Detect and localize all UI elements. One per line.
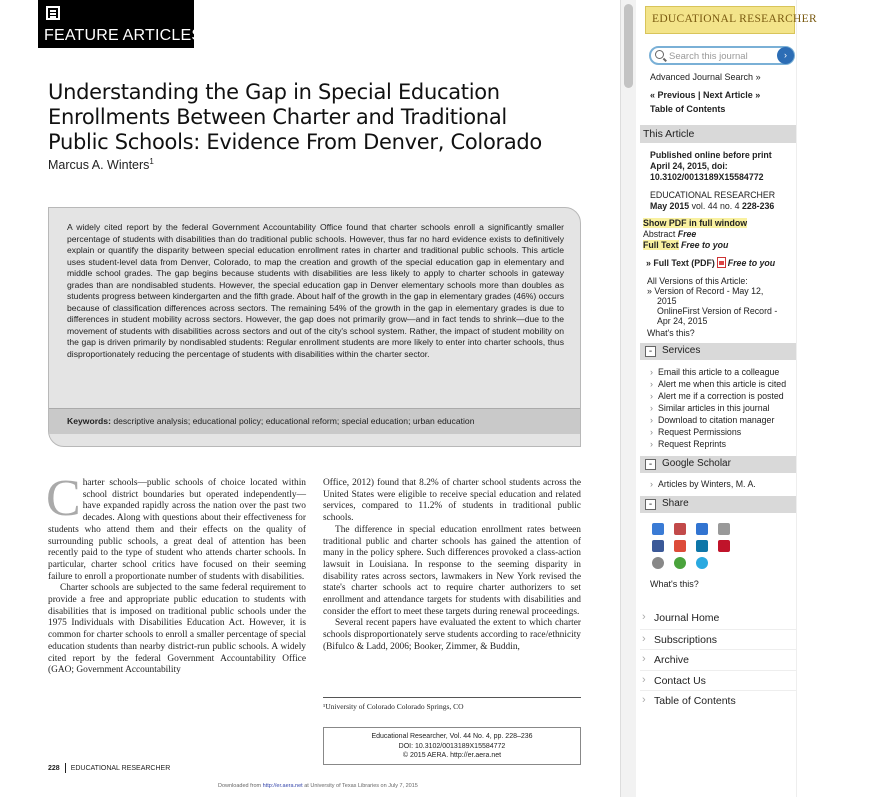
google-scholar-list bbox=[650, 478, 756, 490]
journal-name: EDUCATIONAL RESEARCHER bbox=[650, 190, 776, 200]
body-column-1 bbox=[46, 470, 306, 677]
paragraph: The difference in special education enrollment rates between traditional public and charter schools has gained the attention of many in the policy sphere. Such differences provoked a class-action lawsuit in Louisiana. In response to the seeming disparity in disability rates across sectors, lawmakers in New York revised the state's charter schools act to require charter authorizers to set enrollment and attendance targets for students with disabilities and consider the effort to meet these targets during renewal proceedings. bbox=[323, 524, 581, 617]
full-text-link[interactable]: Full Text Free to you bbox=[643, 240, 729, 250]
advanced-search-link[interactable]: Advanced Journal Search » bbox=[650, 72, 761, 82]
journal-home-link[interactable]: › Journal Home bbox=[640, 608, 796, 629]
linkedin-icon[interactable] bbox=[696, 540, 708, 552]
alert-cited-link[interactable]: › Alert me when this article is cited bbox=[650, 378, 786, 390]
twitter-icon[interactable] bbox=[696, 557, 708, 569]
version-of-record-link[interactable]: » Version of Record - May 12, bbox=[647, 286, 764, 296]
abstract-text: A widely cited report by the federal Government Accountability Office found that charter schools enroll a significantly smaller percentage of students with disabilities than do traditional public schools. However, thus far no hard evidence exists to definitively explain or quantify the disparity between special education enrollment rates in charter and traditional public schools. This article uses student-level data from Denver, Colorado, to map the creation and growth of the special education gap in elementary and middle school grades. The gap begins because students with disabilities are less likely to apply to charter schools in gateway grades than are nondisabled students. However, the special education gap in Denver elementary schools more than doubles as students progress between kindergarten and the fifth grade. About half of the growth in the gap in elementary grades (46%) occurs because of classification differences across sectors. The remaining 54% of the growth in the gap in elementary grades is due to differences in student mobility across sectors. However, the gap does not primarily grow—and in fact tends to shrink—due to the movement of students with disabilities across sectors and out of the city's school system. Rather, the impact of student mobility on the gap is driven primarily by nondisabled students: Regular enrollment students are more likely to enter into charter schools, thus disproportionately reducing the percentage of students with disabilities within the charter sector. bbox=[67, 222, 564, 359]
journal-logo[interactable]: EDUCATIONAL RESEARCHER bbox=[645, 6, 795, 34]
paragraph: Several recent papers have evaluated the extent to which charter schools disproportionately serve students according to race/ethnicity (Bifulco & Ladd, 2006; Booker, Zimmer, & Buddin, bbox=[323, 618, 581, 652]
bottom-toc-link[interactable]: › Table of Contents bbox=[640, 690, 796, 711]
body-column-2 bbox=[323, 478, 581, 654]
share-heading[interactable]: - Share bbox=[640, 496, 796, 513]
bottom-nav bbox=[640, 608, 796, 711]
email-article-link[interactable]: › Email this article to a colleague bbox=[650, 366, 786, 378]
page-footer bbox=[48, 763, 170, 773]
show-pdf-link[interactable]: Show PDF in full window bbox=[643, 218, 748, 228]
vertical-scrollbar[interactable] bbox=[620, 0, 636, 797]
mendeley-icon[interactable] bbox=[718, 540, 730, 552]
article-title: Understanding the Gap in Special Education Enrollments Between Charter and Traditional Public Schools: Evidence From Denver, Colorado bbox=[48, 80, 542, 154]
collapse-icon[interactable]: - bbox=[645, 499, 656, 510]
pdf-icon bbox=[717, 257, 726, 268]
abstract-box bbox=[48, 207, 581, 447]
footnote-rule bbox=[323, 697, 581, 698]
collapse-icon[interactable]: - bbox=[645, 459, 656, 470]
services-list bbox=[650, 366, 786, 450]
issue-info: May 2015 vol. 44 no. 4 228-236 bbox=[650, 201, 775, 211]
journal-search bbox=[649, 46, 795, 65]
versions-label: All Versions of this Article: bbox=[647, 276, 748, 286]
citation-line: Educational Researcher, Vol. 44 No. 4, pp. 228–236 bbox=[371, 733, 533, 740]
table-of-contents-link[interactable]: Table of Contents bbox=[650, 104, 726, 114]
subscriptions-link[interactable]: › Subscriptions bbox=[640, 629, 796, 650]
stumbleupon-icon[interactable] bbox=[674, 557, 686, 569]
citeulike-icon[interactable] bbox=[652, 523, 664, 535]
request-reprints-link[interactable]: › Request Reprints bbox=[650, 438, 786, 450]
abstract-link[interactable]: Abstract Free bbox=[643, 229, 697, 239]
version-of-record-link[interactable]: 2015 bbox=[657, 296, 677, 306]
this-article-panel bbox=[640, 143, 796, 343]
search-input[interactable] bbox=[669, 49, 773, 63]
download-link[interactable]: http://er.aera.net bbox=[262, 783, 303, 789]
digg-icon[interactable] bbox=[718, 523, 730, 535]
full-text-pdf-link[interactable]: » Full Text (PDF) Free to you bbox=[646, 258, 776, 268]
onlinefirst-version-link[interactable]: OnlineFirst Version of Record - bbox=[657, 306, 778, 316]
connotea-icon[interactable] bbox=[674, 523, 686, 535]
reddit-icon[interactable] bbox=[652, 557, 664, 569]
whats-this-link[interactable]: What's this? bbox=[647, 328, 695, 338]
google-plus-icon[interactable] bbox=[674, 540, 686, 552]
citation-doi: DOI: 10.3102/0013189X15584772 bbox=[398, 742, 506, 750]
citation-manager-link[interactable]: › Download to citation manager bbox=[650, 414, 786, 426]
citation-copyright: © 2015 AERA. http://er.aera.net bbox=[402, 752, 502, 759]
prev-next-article-link[interactable]: « Previous | Next Article » bbox=[650, 90, 761, 100]
paragraph: Charter schools are subjected to the same federal requirement to provide a free and appropriate public education to students with disabilities that is imposed on traditional public schools under the 1975 Individuals with Disabilities Education Act. However, it is common for charter schools to enroll a smaller percentage of special education students than nearby district-run public schools. A widely cited report by the federal Government Accountability Office (GAO; Government Accountability bbox=[48, 583, 306, 676]
journal-sidebar bbox=[636, 0, 876, 797]
collapse-icon[interactable]: - bbox=[645, 346, 656, 357]
similar-articles-link[interactable]: › Similar articles in this journal bbox=[650, 402, 786, 414]
download-note: Downloaded from http://er.aera.net at University of Texas Libraries on July 7, 2015 bbox=[218, 783, 418, 789]
onlinefirst-version-link[interactable]: Apr 24, 2015 bbox=[657, 316, 708, 326]
this-article-heading: This Article bbox=[640, 125, 796, 143]
archive-link[interactable]: › Archive bbox=[640, 649, 796, 670]
drop-cap: C bbox=[46, 470, 81, 527]
contact-us-link[interactable]: › Contact Us bbox=[640, 670, 796, 691]
google-scholar-heading[interactable]: - Google Scholar bbox=[640, 456, 796, 473]
sidebar-divider bbox=[796, 0, 797, 797]
published-info: April 24, 2015, doi: bbox=[650, 161, 728, 171]
feature-articles-badge bbox=[38, 0, 203, 48]
paragraph: Charter schools—public schools of choice located within school district boundaries but operated independently—have expanded rapidly across the nation over the past two decades. Along with questions about their effectiveness for students who attend them and their effects on the quality of surrounding public schools, a great deal of attention has been recently paid to the type of student who attends charter schools. In particular, charter school critics have focused on their seeming failure to enroll a proportionate number of students with disabilities. bbox=[46, 470, 306, 582]
facebook-icon[interactable] bbox=[652, 540, 664, 552]
delicious-icon[interactable] bbox=[696, 523, 708, 535]
footnote: ¹University of Colorado Colorado Springs, CO bbox=[323, 702, 464, 711]
page-number: 228 bbox=[48, 764, 60, 772]
document-icon bbox=[46, 6, 60, 20]
running-head: EDUCATIONAL RESEARCHER bbox=[70, 764, 171, 772]
doi-text: 10.3102/0013189X15584772 bbox=[650, 172, 764, 182]
keywords: Keywords: descriptive analysis; educational policy; educational reform; special education; urban education bbox=[49, 408, 580, 434]
share-whats-this-link[interactable]: What's this? bbox=[650, 579, 699, 589]
scroll-thumb[interactable] bbox=[624, 4, 633, 88]
author-name: Marcus A. Winters$^1$ bbox=[48, 157, 154, 173]
alert-correction-link[interactable]: › Alert me if a correction is posted bbox=[650, 390, 786, 402]
paragraph: Office, 2012) found that 8.2% of charter school students across the United States were eligible to receive special education and related services, compared to 11.2% of students in traditional public schools. bbox=[323, 478, 581, 524]
articles-by-author-link[interactable]: › Articles by Winters, M. A. bbox=[650, 478, 756, 490]
request-permissions-link[interactable]: › Request Permissions bbox=[650, 426, 786, 438]
search-go-button[interactable]: › bbox=[777, 47, 794, 64]
services-heading[interactable]: - Services bbox=[640, 343, 796, 360]
published-info: Published online before print bbox=[650, 150, 772, 160]
section-label: FEATURE ARTICLES bbox=[44, 27, 203, 44]
citation-box bbox=[323, 727, 581, 765]
search-icon bbox=[655, 50, 664, 59]
